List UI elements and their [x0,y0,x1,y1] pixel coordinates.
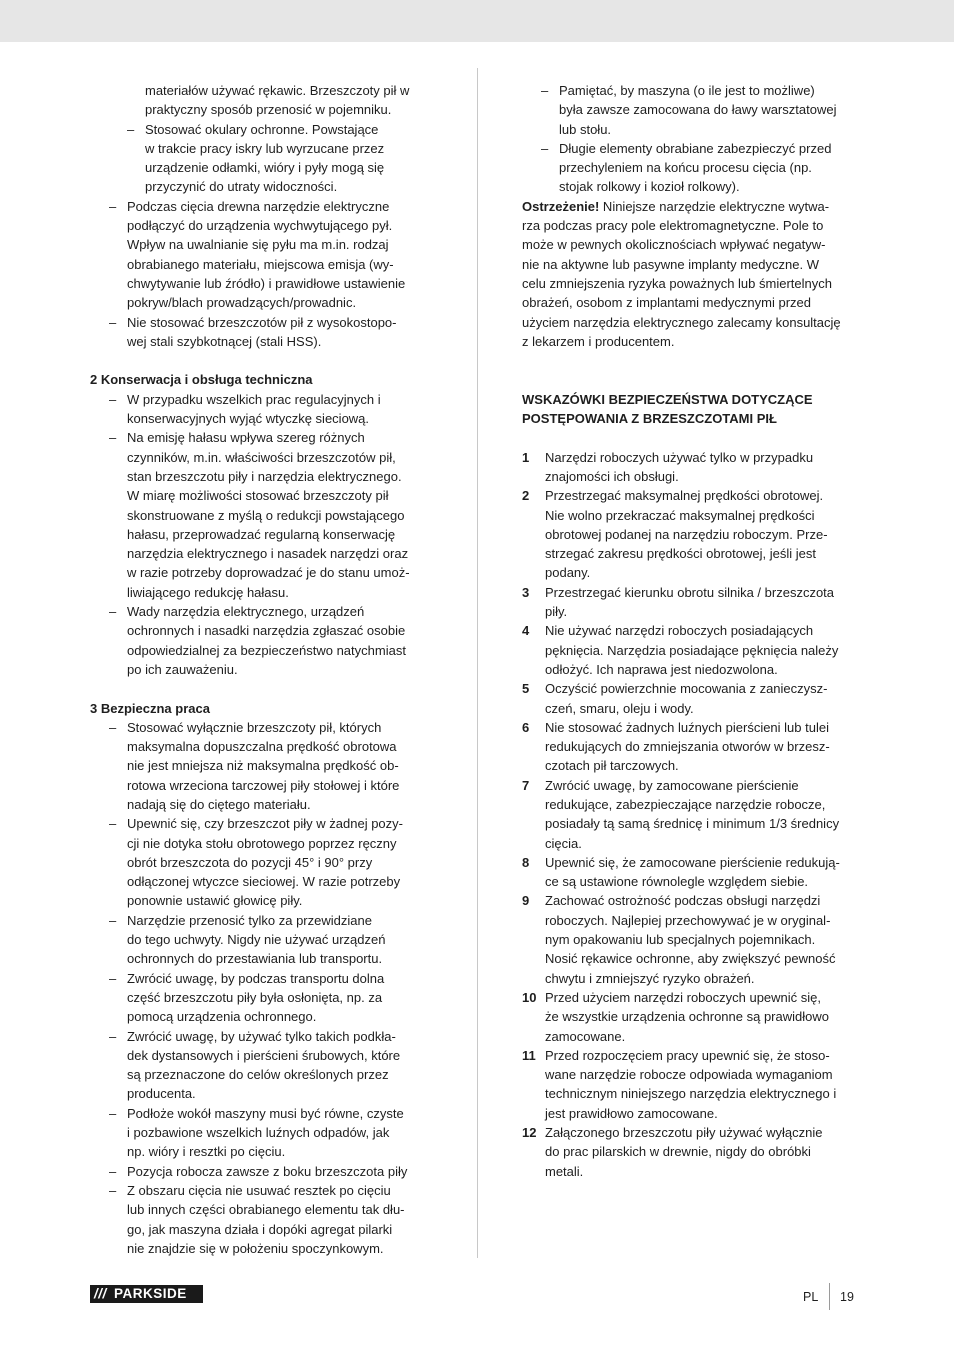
item-text-line: do prac pilarskich w drewnie, nigdy do obróbki [545,1144,811,1160]
list-item: – Pamiętać, by maszyna (o ile jest to możliwe) była zawsze zamocowana do ławy warsztatowej lub stołu. [522,81,867,139]
section-3-title: 3 Bezpieczna praca [90,700,210,716]
section-2-title: 2 Konserwacja i obsługa techniczna [90,372,313,388]
item-text-line: redukujących do zmniejszania otworów w brzesz- [545,739,830,755]
item-number: 10 [522,989,537,1005]
list-item: – Długie elementy obrabiane zabezpieczyć przed przechyleniem na końcu procesu cięcia (np. stojak rolkowy i kozioł rolkowy). [522,139,867,197]
item-number: 3 [522,584,530,600]
numbered-item [522,891,867,987]
numbered-item [522,621,867,679]
item-text-line: strzegać zakresu prędkości obrotowej, jeśli jest [545,546,816,562]
item-text-line: ce są ustawione równolegle względem siebie. [545,874,809,890]
item-text-line: zamocowane. [545,1028,626,1044]
list-item: – Wady narzędzia elektrycznego, urządzeń ochronnych i nasadki narzędzia zgłaszać osobie odpowiedzialnej za bezpieczeństwo natychmiast po ich zauważeniu. [90,602,442,679]
dust-extraction-item: – Podczas cięcia drewna narzędzie elektryczne podłączyć do urządzenia wychwytującego pył. Wpływ na uwalnianie się pyłu ma m.in. rodzaj obrabianego materiału, miejscowa emisja (wy- chwytywanie lub źródło) i prawidłowe ustawienie pokryw/blach prowadzących/prowadnic. [90,197,442,313]
numbered-item [522,718,867,776]
list-item: – Narzędzie przenosić tylko za przewidziane do tego uchwyty. Nigdy nie używać urządzeń ochronnych do przestawiania lub transportu. [90,911,442,969]
item-text-line: obrotowej podanej na narzędziu roboczym. Prze- [545,526,828,542]
item-text-line: piły. [545,604,568,620]
item-text-line: znajomości ich obsługi. [545,468,679,484]
list-item: – Upewnić się, czy brzeszczot piły w żadnej pozy- cji nie dotyka stołu obrotowego poprzez ręczny obrót brzeszczota do pozycji 45° i 90° przy odłączonej wtyczce sieciowej. W razie potrzeby ponownie ustawić głowicę piły. [90,814,442,910]
safety-heading: WSKAZÓWKI BEZPIECZEŃSTWA DOTYCZĄCE POSTĘPOWANIA Z BRZESZCZOTAMI PIŁ [522,391,813,427]
item-text-line: posiadały tą samą średnicę i minimum 1/3 średnicy [545,816,840,832]
item-number: 9 [522,893,530,909]
item-text-line: Upewnić się, że zamocowane pierścienie redukują- [545,854,840,870]
item-text-line: Narzędzi roboczych używać tylko w przypadku [545,449,814,465]
item-text-line: nym opakowaniu lub specjalnych pojemnikach. [545,932,816,948]
item-text-line: Załączonego brzeszczotu piły używać wyłącznie [545,1125,823,1141]
item-text-line: czotach pił tarczowych. [545,758,679,774]
item-text-line: Przestrzegać kierunku obrotu silnika / brzeszczota [545,584,835,600]
list-item: – Zwrócić uwagę, by używać tylko takich podkła- dek dystansowych i pierścieni śrubowych, które są przeznaczone do celów określonych przez producenta. [90,1027,442,1104]
list-item: – Stosować wyłącznie brzeszczoty pił, których maksymalna dopuszczalna prędkość obrotowa nie jest mniejsza niż maksymalna prędkość ob- rotowa wrzeciona tarczowej piły stołowej i które nadają się do ciętego materiału. [90,718,442,814]
list-item: – Zwrócić uwagę, by podczas transportu dolna część brzeszczotu piły była osłonięta, np. za pomocą urządzenia ochronnego. [90,969,442,1027]
column-divider [477,68,478,1258]
page-number: 19 [840,1290,854,1304]
numbered-item [522,1046,867,1123]
item-text-line: Nosić rękawice ochronne, aby zwiększyć pewność [545,951,836,967]
item-text-line: pęknięcia. Narzędzia posiadające pęknięcia należy [545,642,839,658]
list-item: – W przypadku wszelkich prac regulacyjnych i konserwacyjnych wyjąć wtyczkę sieciową. [90,390,442,429]
warning-paragraph: Ostrzeżenie! Niniejsze narzędzie elektryczne wytwa- rza podczas pracy pole elektromagnetyczne. Pole to może w pewnych okolicznościach wpływać negatyw- nie na aktywne lub pasywne implanty medyczne. W celu zmniejszenia ryzyka poważnych lub śmiertelnych obrażeń, osobom z implantami medycznymi przed użyciem narzędzia elektrycznego zalecamy konsultację z lekarzem i producentem. [522,198,841,349]
item-text-line: odłożyć. Ich naprawa jest niedozwolona. [545,661,778,677]
list-item: – Podłoże wokół maszyny musi być równe, czyste i pozbawione wszelkich luźnych odpadów, jak np. wióry i resztki po cięciu. [90,1104,442,1162]
item-number: 8 [522,854,530,870]
item-text-line: Nie wolno przekraczać maksymalnej prędkości [545,507,815,523]
item-text-line: Zachować ostrożność podczas obsługi narzędzi [545,893,821,909]
right-column [522,81,867,1181]
list-item: – Na emisję hałasu wpływa szereg różnych czynników, m.in. właściwości brzeszczotów pił, stan brzeszczotu piły i narzędzia elektrycznego. W miarę możliwości stosować brzeszczoty pił skonstruowane z myślą o redukcji powstającego hałasu, przeprowadzać regularną konserwację narzędzia elektrycznego i nasadek narzędzi oraz w razie potrzeby doprowadzać je do stanu umoż- liwiającego redukcję hałasu. [90,428,442,602]
item-text-line: Zwrócić uwagę, by zamocowane pierścienie [545,777,799,793]
intro-line: praktyczny sposób przenosić w pojemniku. [145,102,392,118]
item-number: 1 [522,449,530,465]
item-text-line: chwytu i zmniejszyć ryzyko obrażeń. [545,970,755,986]
numbered-item [522,486,867,582]
numbered-item [522,583,867,622]
item-number: 11 [522,1047,536,1063]
item-text-line: Przed użyciem narzędzi roboczych upewnić się, [545,989,822,1005]
hss-item: – Nie stosować brzeszczotów pił z wysokostopo- wej stali szybkotnącej (stali HSS). [90,313,442,352]
header-bar [0,0,954,42]
item-number: 4 [522,623,530,639]
item-text-line: technicznym niniejszego narzędzia elektrycznego i [545,1086,837,1102]
item-text-line: Oczyścić powierzchnie mocowania z zanieczysz- [545,681,828,697]
numbered-item [522,679,867,718]
intro-line: materiałów używać rękawic. Brzeszczoty pił w [145,83,410,98]
item-text-line: że wszystkie urządzenia ochronne są prawidłowo [545,1009,829,1025]
item-number: 6 [522,719,530,735]
item-text-line: cięcia. [545,835,582,851]
item-text-line: Przed rozpoczęciem pracy upewnić się, że stoso- [545,1047,830,1063]
item-text-line: podany. [545,565,591,581]
item-number: 5 [522,681,530,697]
item-text-line: Nie stosować żadnych luźnych pierścieni lub tulei [545,719,829,735]
numbered-list [522,448,867,1181]
numbered-item [522,1123,867,1181]
item-text-line: redukujące, zabezpieczające narzędzie robocze, [545,796,826,812]
item-text-line: metali. [545,1163,584,1179]
item-text-line: wane narzędzie robocze odpowiada wymaganiom [545,1067,833,1083]
numbered-item [522,776,867,853]
left-column [90,81,442,1258]
goggles-item: – Stosować okulary ochronne. Powstające w trakcie pracy iskry lub wyrzucane przez urządzenie odłamki, wióry i pyły mogą się przyczynić do utraty widoczności. [90,120,442,197]
item-number: 12 [522,1125,537,1141]
language-code: PL [803,1290,819,1304]
numbered-item [522,448,867,487]
item-number: 7 [522,777,530,793]
item-text-line: czeń, smaru, oleju i wody. [545,700,694,716]
item-text-line: roboczych. Najlepiej przechowywać je w oryginal- [545,912,831,928]
item-text-line: Przestrzegać maksymalnej prędkości obrotowej. [545,488,824,504]
footer-divider [829,1283,830,1310]
parkside-logo: /// PARKSIDE [90,1285,203,1303]
warning-label: Ostrzeżenie! [522,198,600,214]
list-item: – Pozycja robocza zawsze z boku brzeszczota piły [90,1162,442,1181]
item-text-line: jest prawidłowo zamocowane. [545,1105,718,1121]
list-item: – Z obszaru cięcia nie usuwać resztek po cięciu lub innych części obrabianego elementu tak dłu- go, jak maszyna działa i dopóki agregat pilarki nie znajdzie się w położeniu spoczynkowym. [90,1181,442,1258]
numbered-item [522,853,867,892]
item-number: 2 [522,488,530,504]
item-text-line: Nie używać narzędzi roboczych posiadających [545,623,814,639]
numbered-item [522,988,867,1046]
